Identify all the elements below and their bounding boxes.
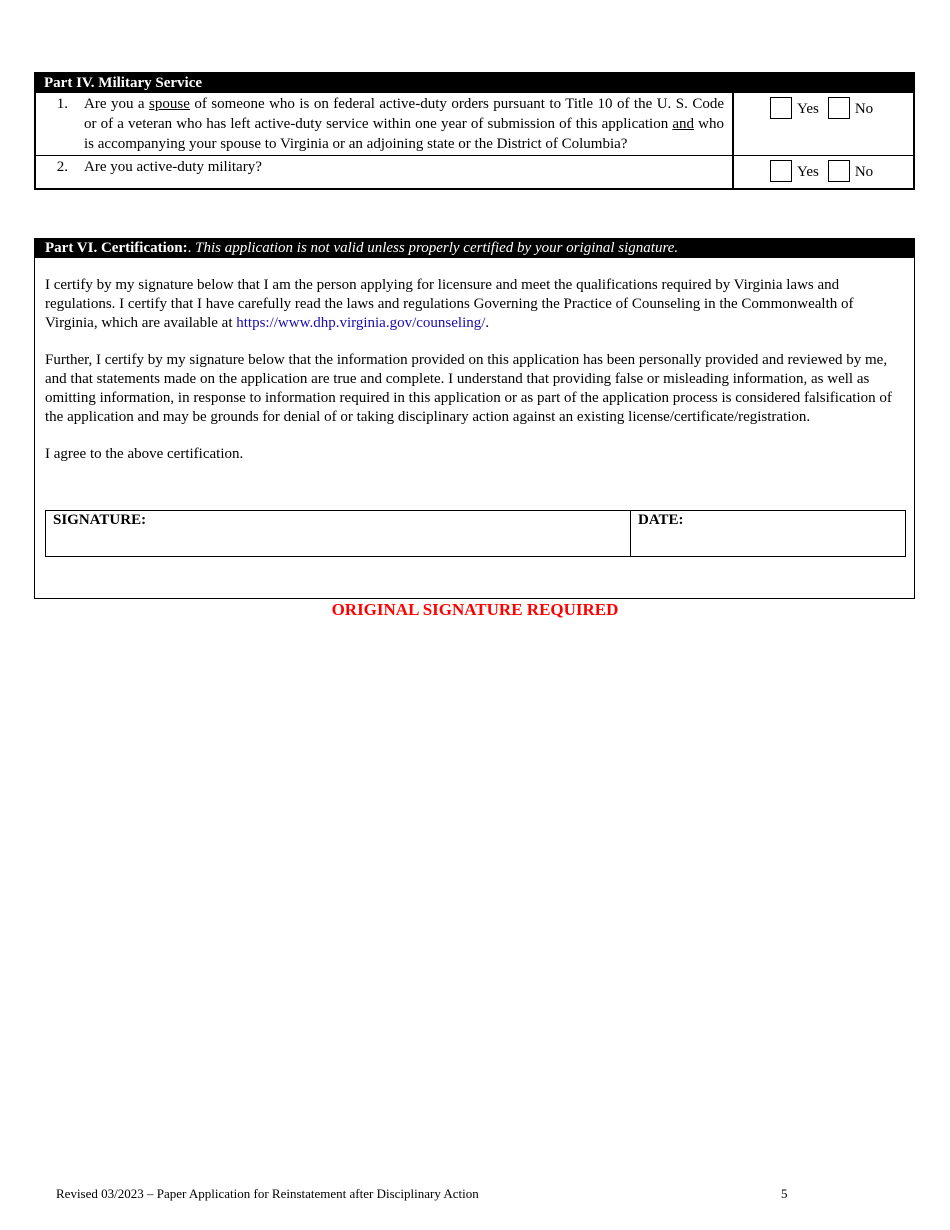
date-label: DATE: xyxy=(638,512,684,528)
question-2-no-label: No xyxy=(854,164,874,180)
question-1-no-label: No xyxy=(854,101,874,117)
question-1-number: 1. xyxy=(56,96,68,112)
footer-revision-text: Revised 03/2023 – Paper Application for Reinstatement after Disciplinary Action xyxy=(56,1186,479,1201)
question-1-yes-option[interactable] xyxy=(770,96,819,120)
question-1-no-option[interactable] xyxy=(828,96,873,120)
date-field[interactable] xyxy=(631,511,905,556)
certification-text xyxy=(35,258,914,464)
question-2-text-cell xyxy=(36,156,734,188)
question-row-2 xyxy=(36,155,913,188)
part-iv-title: Part IV. Military Service xyxy=(44,75,203,91)
signature-label: SIGNATURE: xyxy=(53,512,147,528)
footer-page-number: 5 xyxy=(781,1186,788,1201)
signature-date-table xyxy=(45,510,906,557)
question-2-text: Are you active-duty military? xyxy=(84,159,262,175)
question-2-number: 2. xyxy=(56,159,68,175)
question-2-no-checkbox[interactable] xyxy=(828,160,850,182)
part-iv-military-service xyxy=(34,72,915,190)
certification-paragraph-2: Further, I certify by my signature below that the information provided on this application has been personally provided and reviewed by me, and that statements made on the application are true and complete. I understand that providing false or misleading information, as well as omitting information, in response to information required in this application or as part of the application process is considered falsification of the application and may be grounds for denial of or taking disciplinary action against an existing license/certificate/registration. xyxy=(45,352,892,425)
original-signature-required-notice: ORIGINAL SIGNATURE REQUIRED xyxy=(331,600,619,619)
question-1-text-cell xyxy=(36,93,734,155)
question-2-yes-checkbox[interactable] xyxy=(770,160,792,182)
question-1-answer-cell xyxy=(734,93,913,155)
question-1-text: Are you a spouse of someone who is on federal active-duty orders pursuant to Title 10 of the U. S. Code or of a veteran who has left active-duty service within one year of submission of this application and who is accompanying your spouse to Virginia or an adjoining state or the District of Columbia? xyxy=(84,96,724,152)
question-1-no-checkbox[interactable] xyxy=(828,97,850,119)
certification-agreement: I agree to the above certification. xyxy=(45,446,244,462)
question-1-yes-checkbox[interactable] xyxy=(770,97,792,119)
signature-field[interactable] xyxy=(46,511,631,556)
part-vi-certification xyxy=(34,238,915,599)
part-iv-header xyxy=(36,74,913,93)
question-2-yes-option[interactable] xyxy=(770,159,819,183)
question-1-yes-label: Yes xyxy=(797,101,819,117)
part-vi-subtitle-prefix: . xyxy=(187,240,196,256)
part-vi-subtitle: This application is not valid unless properly certified by your original signature. xyxy=(195,240,679,256)
question-2-no-option[interactable] xyxy=(828,159,873,183)
counseling-regulations-link[interactable]: https://www.dhp.virginia.gov/counseling/ xyxy=(236,315,486,331)
question-row-1 xyxy=(36,93,913,155)
part-vi-header xyxy=(35,239,914,258)
question-2-yes-label: Yes xyxy=(797,164,819,180)
certification-paragraph-1: I certify by my signature below that I am the person applying for licensure and meet the qualifications required by Virginia laws and regulations. I certify that I have carefully read the laws and regulations Governing the Practice of Counseling in the Commonwealth of Virginia, which are available at https://www.dhp.virginia.gov/counseling/. xyxy=(45,277,854,331)
question-2-answer-cell xyxy=(734,156,913,188)
part-vi-title: Part VI. Certification: xyxy=(45,240,188,256)
